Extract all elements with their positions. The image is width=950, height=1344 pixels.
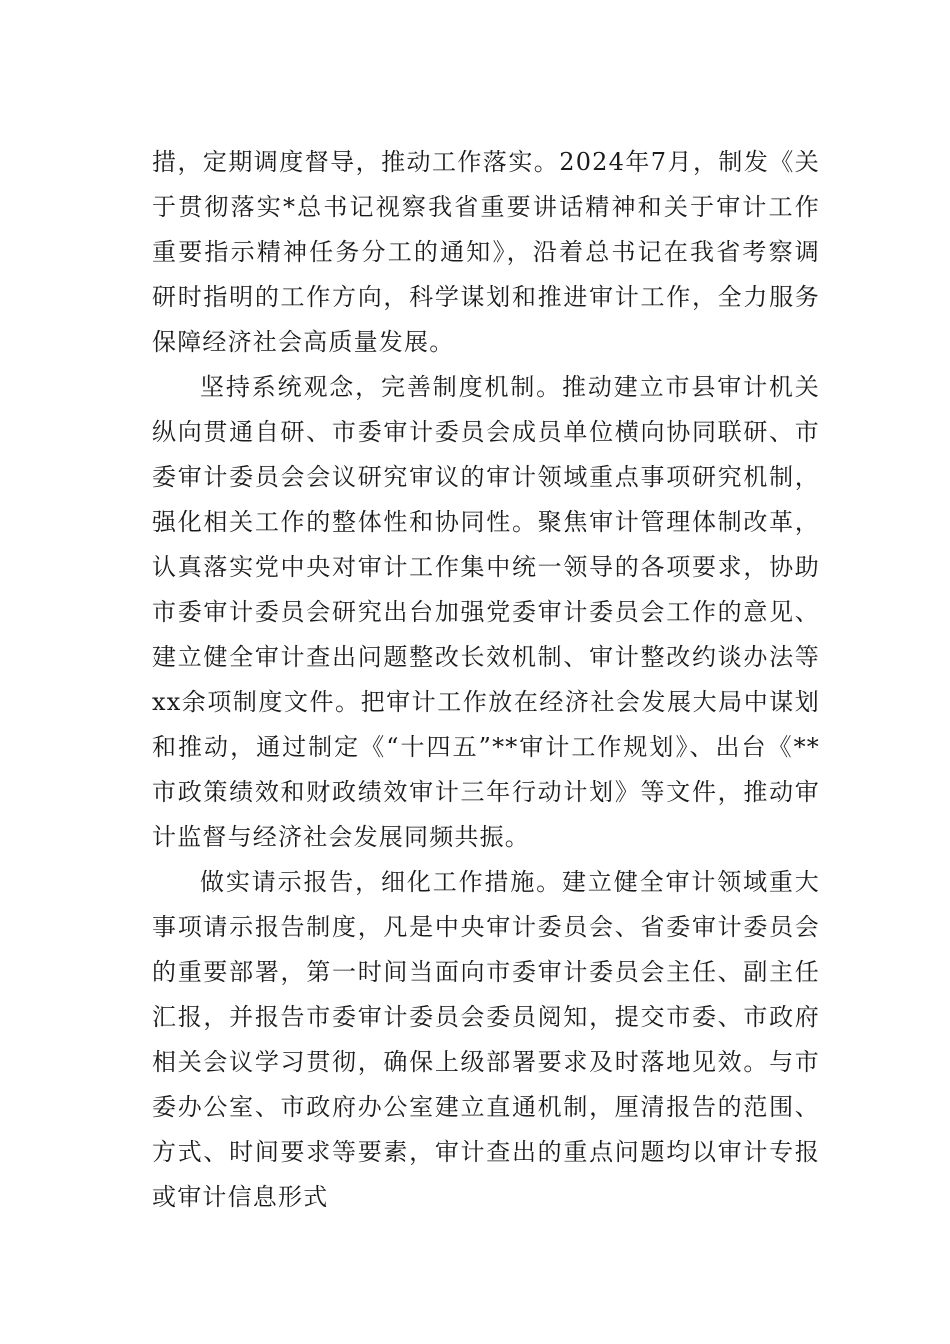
document-body bbox=[152, 140, 820, 1220]
paragraph-3: 做实请示报告，细化工作措施。建立健全审计领域重大事项请示报告制度，凡是中央审计委员会、省委审计委员会的重要部署，第一时间当面向市委审计委员会主任、副主任汇报，并报告市委审计委员会委员阅知，提交市委、市政府相关会议学习贯彻，确保上级部署要求及时落地见效。与市委办公室、市政府办公室建立直通机制，厘清报告的范围、方式、时间要求等要素，审计查出的重点问题均以审计专报或审计信息形式 bbox=[152, 868, 820, 1211]
paragraph-2: 坚持系统观念，完善制度机制。推动建立市县审计机关纵向贯通自研、市委审计委员会成员单位横向协同联研、市委审计委员会会议研究审议的审计领域重点事项研究机制，强化相关工作的整体性和协同性。聚焦审计管理体制改革，认真落实党中央对审计工作集中统一领导的各项要求，协助市委审计委员会研究出台加强党委审计委员会工作的意见、建立健全审计查出问题整改长效机制、审计整改约谈办法等xx余项制度文件。把审计工作放在经济社会发展大局中谋划和推动，通过制定《“十四五”**审计工作规划》、出台《**市政策绩效和财政绩效审计三年行动计划》等文件，推动审计监督与经济社会发展同频共振。 bbox=[152, 373, 820, 851]
paragraph-1: 措，定期调度督导，推动工作落实。2024年7月，制发《关于贯彻落实*总书记视察我省重要讲话精神和关于审计工作重要指示精神任务分工的通知》，沿着总书记在我省考察调研时指明的工作方向，科学谋划和推进审计工作，全力服务保障经济社会高质量发展。 bbox=[152, 148, 820, 356]
